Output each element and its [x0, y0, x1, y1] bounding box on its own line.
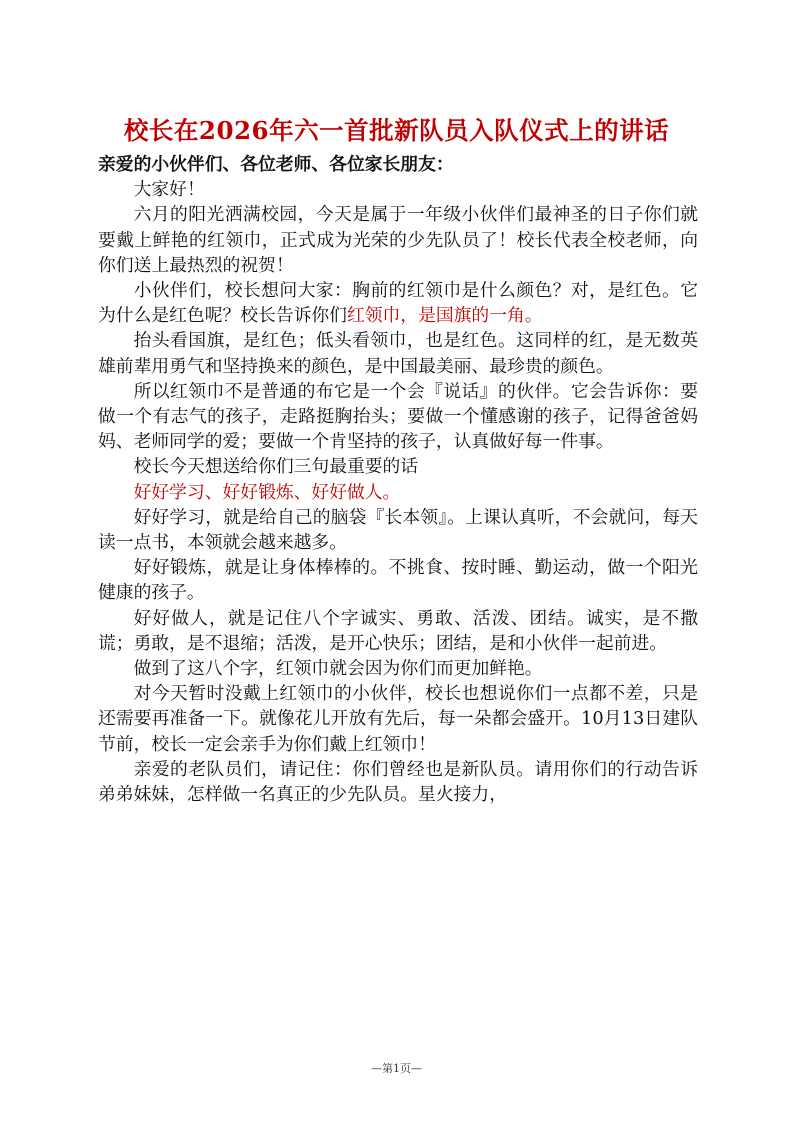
paragraph-text: 小伙伴们，校长想问大家：胸前的红领巾是什么颜色？对，是红色。它为什么是红色呢？校长告诉你们: [98, 280, 698, 327]
paragraph-study: 好好学习，就是给自己的脑袋『长本领』。上课认真听，不会就问，每天读一点书，本领就会越来越多。: [98, 506, 698, 554]
paragraph-exercise: 好好锻炼，就是让身体棒棒的。不挑食、按时睡、勤运动，做一个阳光健康的孩子。: [98, 557, 698, 604]
paragraph-character: 好好做人，就是记住八个字诚实、勇敢、活泼、团结。诚实，是不撒谎；勇敢，是不退缩；活泼，是开心快乐；团结，是和小伙伴一起前进。: [98, 607, 698, 654]
paragraph-three-sentences-intro: 校长今天想送给你们三句最重要的话: [133, 456, 419, 478]
paragraph-not-yet-members: 对今天暂时没戴上红领巾的小伙伴，校长也想说你们一点都不差，只是还需要再准备一下。就像花儿开放有先后，每一朵都会盛开。10月13日建队节前，校长一定会亲手为你们戴上红领巾！: [98, 683, 698, 755]
page-number: —第1页—: [371, 1062, 422, 1075]
speech-body: [98, 152, 698, 807]
paragraph-red-scarf-question: [98, 278, 698, 328]
salutation: 亲爱的小伙伴们、各位老师、各位家长朋友：: [98, 154, 454, 175]
highlight-flag-corner: 红领巾，是国旗的一角。: [346, 305, 543, 327]
paragraph-greeting: 大家好！: [133, 179, 205, 201]
paragraph-eight-words: 做到了这八个字，红领巾就会因为你们而更加鲜艳。: [133, 658, 543, 680]
paragraph-old-members: 亲爱的老队员们，请记住：你们曾经也是新队员。请用你们的行动告诉弟弟妹妹，怎样做一名真正的少先队员。星火接力，: [98, 758, 698, 806]
document-title: 校长在2026年六一首批新队员入队仪式上的讲话: [123, 116, 670, 146]
highlight-three-sentences: 好好学习、好好锻炼、好好做人。: [133, 481, 401, 503]
paragraph-flag-red: 抬头看国旗，是红色；低头看领巾，也是红色。这同样的红，是无数英雄前辈用勇气和坚持换来的颜色，是中国最美丽、最珍贵的颜色。: [98, 330, 698, 377]
paragraph-congratulations: 六月的阳光洒满校园，今天是属于一年级小伙伴们最神圣的日子你们就要戴上鲜艳的红领巾，正式成为光荣的少先队员了！校长代表全校老师，向你们送上最热烈的祝贺！: [98, 204, 698, 276]
paragraph-talking-partner: 所以红领巾不是普通的布它是一个会『说话』的伙伴。它会告诉你：要做一个有志气的孩子，走路挺胸抬头；要做一个懂感谢的孩子，记得爸爸妈妈、老师同学的爱；要做一个肯坚持的孩子，认真做好每一件事。: [98, 380, 698, 453]
